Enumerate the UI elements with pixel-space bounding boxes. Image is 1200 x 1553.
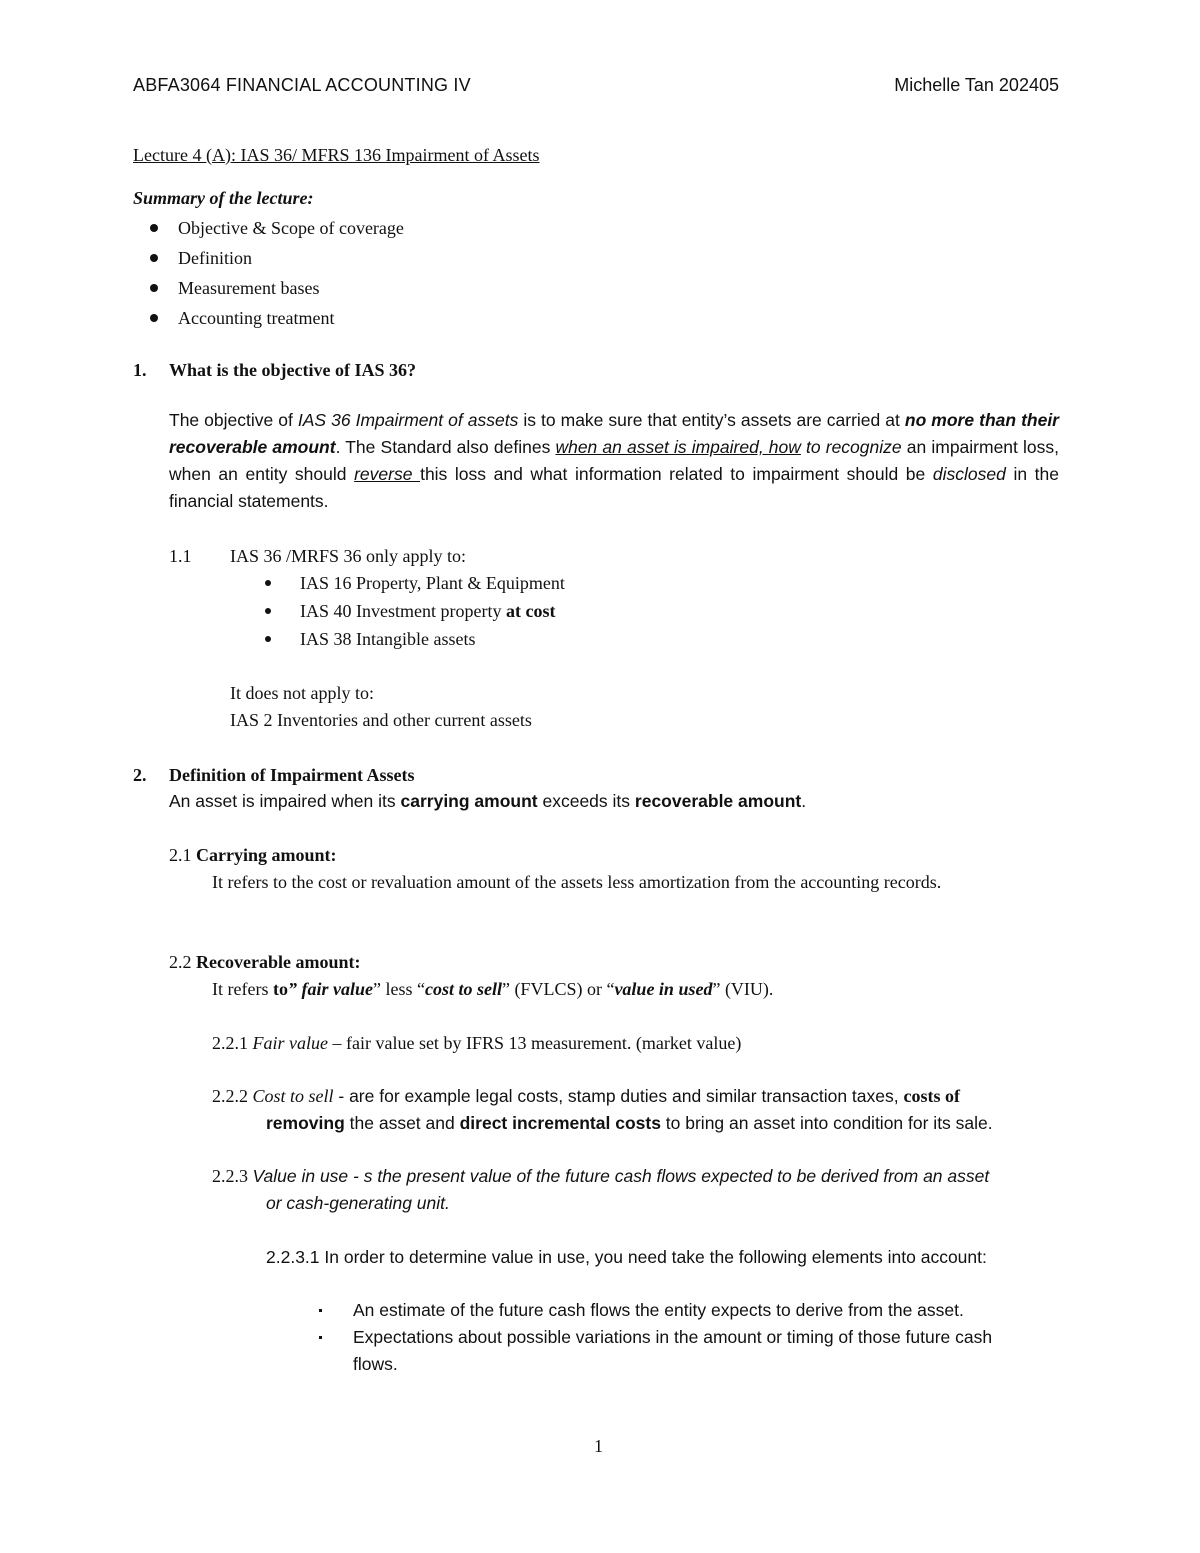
- apply-item: IAS 38 Intangible assets: [300, 629, 476, 649]
- summary-item: Objective & Scope of coverage: [178, 218, 404, 238]
- bullet-icon: [265, 636, 271, 642]
- value-in-use-item: Expectations about possible variations in the amount or timing of those future cash: [353, 1327, 993, 1347]
- page-title: Lecture 4 (A): IAS 36/ MFRS 136 Impairment of Assets: [133, 145, 540, 165]
- bullet-icon: [150, 254, 158, 262]
- header-author: Michelle Tan 202405: [894, 75, 1059, 95]
- bullet-icon: [265, 608, 271, 614]
- section-2-heading: Definition of Impairment Assets: [169, 765, 415, 785]
- subsection-2-1: 2.1 Carrying amount:: [169, 845, 337, 865]
- apply-item: IAS 16 Property, Plant & Equipment: [300, 573, 565, 593]
- carrying-amount-text: It refers to the cost or revaluation amount of the assets less amortization from the accounting records.: [212, 872, 942, 892]
- subsection-2-2-3-line1: 2.2.3 Value in use - s the present value of the future cash flows expected to be derived from an asset: [212, 1166, 990, 1186]
- section-1-heading: What is the objective of IAS 36?: [169, 360, 416, 380]
- bullet-icon: [319, 1336, 322, 1339]
- subsection-2-2: 2.2 Recoverable amount:: [169, 952, 361, 972]
- impairment-definition: An asset is impaired when its carrying amount exceeds its recoverable amount.: [169, 791, 807, 811]
- apply-item: IAS 40 Investment property at cost: [300, 601, 556, 621]
- subsection-2-2-3-line2: or cash-generating unit.: [266, 1193, 450, 1213]
- summary-item: Measurement bases: [178, 278, 320, 298]
- subsection-2-2-2-line2: removing the asset and direct incremental costs to bring an asset into condition for its sale.: [266, 1113, 993, 1133]
- bullet-icon: [319, 1309, 322, 1312]
- bullet-icon: [150, 284, 158, 292]
- not-apply-item: IAS 2 Inventories and other current assets: [230, 710, 532, 730]
- value-in-use-item-continued: flows.: [353, 1354, 398, 1374]
- value-in-use-item: An estimate of the future cash flows the entity expects to derive from the asset.: [353, 1300, 964, 1320]
- subsection-1-1-number: 1.1: [169, 546, 192, 566]
- subsection-2-2-2-line1: 2.2.2 Cost to sell - are for example legal costs, stamp duties and similar transaction taxes, costs of: [212, 1086, 960, 1106]
- section-2-number: 2.: [133, 765, 147, 785]
- bullet-icon: [265, 580, 271, 586]
- subsection-2-2-1: 2.2.1 Fair value – fair value set by IFRS 13 measurement. (market value): [212, 1033, 742, 1053]
- summary-heading: Summary of the lecture:: [133, 188, 314, 208]
- bullet-icon: [150, 224, 158, 232]
- summary-item: Accounting treatment: [178, 308, 335, 328]
- not-apply-label: It does not apply to:: [230, 683, 374, 703]
- summary-item: Definition: [178, 248, 252, 268]
- page-number: 1: [594, 1436, 603, 1456]
- recoverable-amount-text: It refers to” fair value” less “cost to sell” (FVLCS) or “value in used” (VIU).: [212, 979, 774, 999]
- bullet-icon: [150, 314, 158, 322]
- header-course: ABFA3064 FINANCIAL ACCOUNTING IV: [133, 75, 471, 95]
- section-1-number: 1.: [133, 360, 147, 380]
- objective-paragraph: The objective of IAS 36 Impairment of assets is to make sure that entity’s assets are carried at no more than their recoverable amount. The Standard also defines when an asset is impaired, how to recognize an impairment loss, when an entity should reverse this loss and what information related to impairment should be disclosed in the financial statements.: [169, 410, 1060, 511]
- subsection-1-1-text: IAS 36 /MRFS 36 only apply to:: [230, 546, 467, 566]
- subsection-2-2-3-1: 2.2.3.1 In order to determine value in use, you need take the following elements into account:: [266, 1247, 987, 1267]
